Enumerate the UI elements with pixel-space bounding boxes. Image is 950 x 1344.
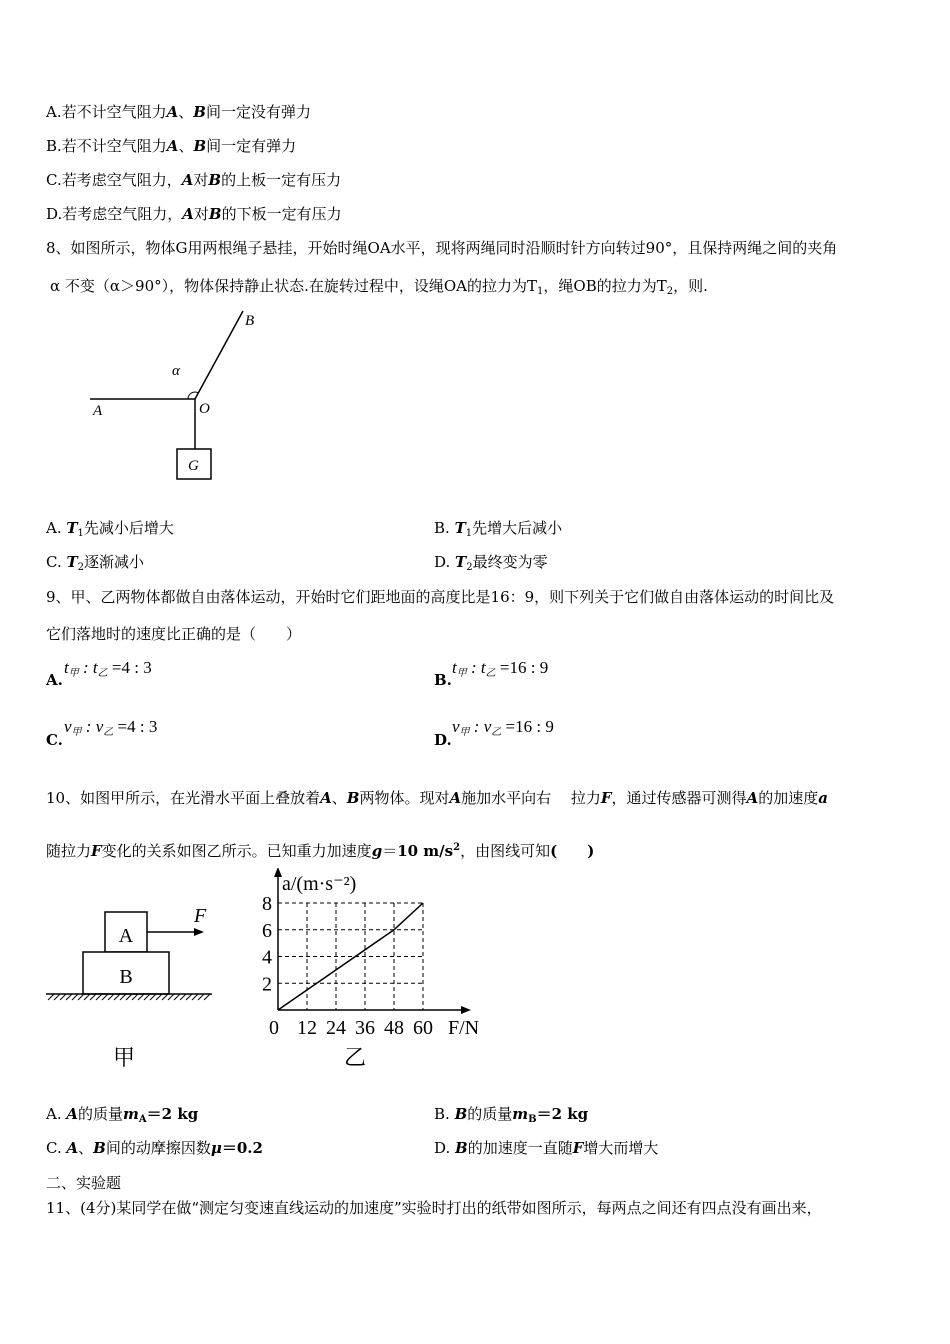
- q9-option-d-expr: $v_甲$ : $v_乙 =16$ : 9: [452, 717, 554, 738]
- chart-xlabel: F/N: [448, 1017, 480, 1039]
- y-tick-label-4: 4: [262, 946, 272, 969]
- chart-ticks: [262, 893, 433, 1039]
- y-axis-arrow: [274, 868, 282, 877]
- force-arrow-head: [194, 928, 204, 936]
- q8-figure-rope-diagram: [85, 305, 275, 490]
- q7-option-b: B.若不计空气阻力A、B间一定有弹力: [46, 137, 297, 155]
- block-b-label: B: [119, 966, 133, 988]
- q9-option-b-expr: $t_甲$ : $t_乙 =16$ : 9: [452, 658, 549, 679]
- q9-option-c-label: C.: [46, 731, 63, 749]
- caption-jia: 甲: [112, 1045, 136, 1070]
- q9-stem-line1: 9、甲、乙两物体都做自由落体运动，开始时它们距地面的高度比是16：9，则下列关于它们做自由落体运动的时间比及: [46, 588, 835, 606]
- q9-stem-line2: 它们落地时的速度比正确的是（ ）: [46, 625, 302, 643]
- x-tick-label-60: 60: [413, 1017, 433, 1039]
- q8-stem-line2: α 不变（α＞90°），物体保持静止状态.在旋转过程中，设绳OA的拉力为$T_1$，绳OB的拉力为$T_2$，则.: [50, 277, 708, 297]
- q9-option-a-expr: $t_甲$ : $t_乙 =4$ : 3: [64, 658, 152, 679]
- block-a-label: A: [118, 925, 134, 947]
- label-b: B: [245, 313, 255, 329]
- x-tick-label-36: 36: [355, 1017, 375, 1039]
- label-g: G: [188, 458, 199, 474]
- caption-yi: 乙: [343, 1045, 367, 1070]
- y-tick-label-6: 6: [262, 919, 272, 942]
- chart-grid: [278, 903, 423, 1010]
- q9-option-b-label: B.: [434, 671, 452, 689]
- q10-stem-line2: 随拉力F变化的关系如图乙所示。已知重力加速度g＝10 $m/s^2$，由图线可知( ): [46, 842, 595, 860]
- chart-ylabel: a/(m·s⁻²): [282, 873, 357, 895]
- q11-stem-line1: 11、(4分)某同学在做“测定匀变速直线运动的加速度”实验时打出的纸带如图所示，每两点之间还有四点没有画出来，: [46, 1199, 822, 1217]
- q8-stem-line1: 8、如图所示，物体G用两根绳子悬挂，开始时绳OA水平，现将两绳同时沿顺时针方向转过90°，且保持两绳之间的夹角: [46, 239, 838, 257]
- q8-option-a: A. $T_1$先减小后增大: [46, 519, 174, 539]
- q10-figure-jia: [44, 900, 219, 1075]
- x-tick-label-48: 48: [384, 1017, 404, 1039]
- x-tick-label-0: 0: [269, 1017, 279, 1039]
- ground-hatch: [48, 994, 210, 1000]
- q10-option-a: A. A的质量$m_A=2$ kg: [46, 1105, 199, 1125]
- q7-option-d: D.若考虑空气阻力，A对B的下板一定有压力: [46, 205, 342, 223]
- x-axis-arrow: [461, 1006, 471, 1014]
- section-title: 二、实验题: [46, 1174, 122, 1192]
- q10-figure-yi-chart: [240, 868, 500, 1078]
- q8-option-d: D. $T_2$最终变为零: [434, 553, 548, 573]
- q9-option-a-label: A.: [46, 671, 63, 689]
- rope-ob: [195, 311, 243, 399]
- x-tick-label-24: 24: [326, 1017, 346, 1039]
- q9-option-d-label: D.: [434, 731, 452, 749]
- q10-option-d: D. B的加速度一直随F增大而增大: [434, 1139, 659, 1157]
- label-alpha: α: [172, 363, 180, 379]
- q10-stem-line1: 10、如图甲所示，在光滑水平面上叠放着A、B两物体。现对A施加水平向右 拉力F，通过传感器可测得A的加速度a: [46, 789, 828, 807]
- label-o: O: [199, 401, 210, 417]
- force-label: F: [194, 905, 207, 927]
- q7-option-c: C.若考虑空气阻力，A对B的上板一定有压力: [46, 171, 342, 189]
- q7-option-a: A.若不计空气阻力A、B间一定没有弹力: [46, 103, 311, 121]
- y-tick-label-2: 2: [262, 973, 272, 996]
- q9-option-c-expr: $v_甲$ : $v_乙 =4$ : 3: [64, 717, 158, 738]
- y-tick-label-8: 8: [262, 893, 272, 915]
- q10-option-b: B. B的质量$m_B=2$ kg: [434, 1105, 589, 1125]
- label-a: A: [93, 403, 103, 419]
- x-tick-label-12: 12: [297, 1017, 317, 1039]
- q8-option-c: C. $T_2$逐渐减小: [46, 553, 145, 573]
- q10-option-c: C. A、B间的动摩擦因数μ＝0.2: [46, 1139, 263, 1157]
- q8-option-b: B. $T_1$先增大后减小: [434, 519, 563, 539]
